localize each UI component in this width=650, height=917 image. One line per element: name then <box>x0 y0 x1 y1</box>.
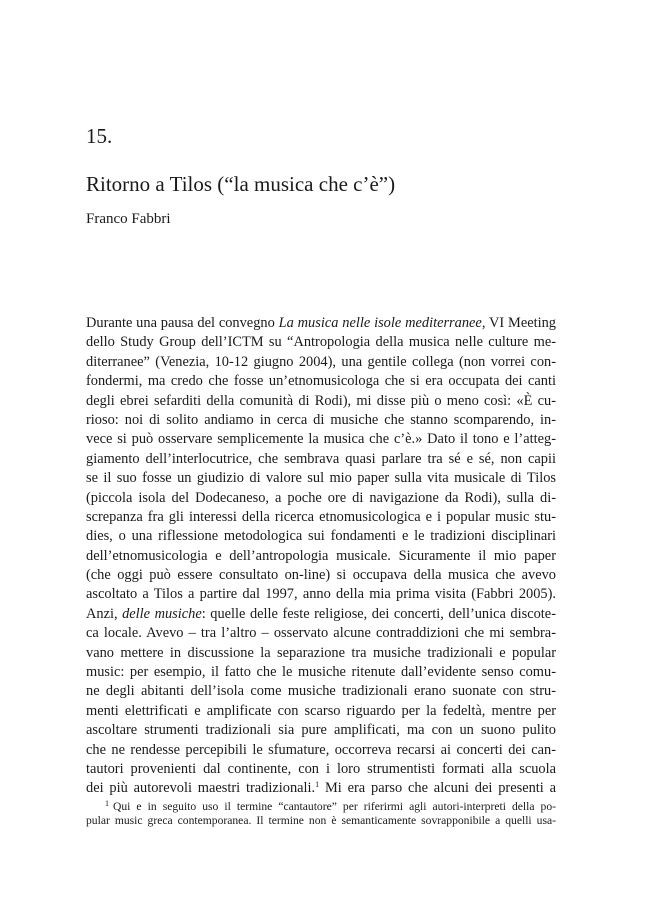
body-text-segment: giamento dell’interlocutrice, che sembrava quasi parlare tra sé e sé, non capii <box>86 450 556 467</box>
body-line <box>86 663 556 682</box>
body-text-segment: ca locale. Avevo – tra l’altro – osservato alcune contraddizioni che mi sembra- <box>86 625 556 642</box>
body-line <box>86 353 556 372</box>
body-text-segment: ne degli abitanti dell’isola come musiche tradizionali erano suonate con stru- <box>86 683 556 700</box>
body-line <box>86 624 556 643</box>
body-text-segment: dell’etnomusicologia e dell’antropologia musicale. Sicuramente il mio paper <box>86 547 556 564</box>
footnote-reference: 1 <box>315 780 320 790</box>
body-text-segment: screpanza fra gli interessi della ricerca etnomusicologica e i popular music stu- <box>86 508 556 525</box>
footnote-text: pular music greca contemporanea. Il termine non è semanticamente sovrapponibile a quelli usa- <box>86 813 556 827</box>
body-text-segment: Anzi, <box>86 605 123 622</box>
body-line <box>86 314 556 333</box>
body-text-segment: degli ebrei sefarditi della comunità di Rodi), mi disse più o meno così: «È cu- <box>86 392 556 409</box>
body-line <box>86 760 556 779</box>
body-text-segment: (che oggi può essere consultato on-line) si occupava della musica che avevo <box>86 567 556 584</box>
footnote-line <box>86 796 556 813</box>
body-text-segment: , VI Meeting <box>481 315 556 331</box>
body-text-segment: tautori provenienti dal continente, con i loro strumentisti formati alla scuola <box>86 760 556 777</box>
body-line <box>86 489 556 508</box>
body-line <box>86 508 556 527</box>
body-line <box>86 605 556 624</box>
footnote <box>86 796 556 829</box>
body-text-segment: se il suo fosse un giudizio di valore sul mio paper sulla vita musicale di Tilos <box>86 470 556 487</box>
body-line <box>86 411 556 430</box>
footnote-mark: 1 <box>105 799 109 808</box>
body-line <box>86 527 556 546</box>
italic-title: delle musiche <box>122 605 202 622</box>
chapter-title: Ritorno a Tilos (“la musica che c’è”) <box>86 172 396 196</box>
body-line <box>86 469 556 488</box>
body-text-segment: diterranee” (Venezia, 10-12 giugno 2004), una gentile collega (non vorrei con- <box>86 353 556 370</box>
body-text-segment: rioso: noi di solito andiamo in cerca di musiche che stanno scomparendo, in- <box>86 411 556 428</box>
body-line <box>86 547 556 566</box>
body-text-segment: ascoltare strumenti tradizionali sia pure amplificati, ma con un suono pulito <box>86 722 556 739</box>
body-line <box>86 372 556 391</box>
body-line <box>86 392 556 411</box>
body-text-segment: music: per esempio, il fatto che le musiche ritenute dall’evidente senso comu- <box>86 664 556 681</box>
body-text-segment: menti elettrificati e amplificate con scarso riguardo per la fedeltà, mentre per <box>86 702 556 719</box>
body-text-segment: fondermi, ma credo che fosse un’etnomusicologa che si era occupata dei canti <box>86 373 556 390</box>
body-text-segment: che ne rendesse percepibili le sfumature, occorreva recarsi ai concerti dei can- <box>86 741 556 758</box>
body-line <box>86 644 556 663</box>
body-text-segment: vano mettere in discussione la separazione tra musiche tradizionali e popular <box>86 644 556 661</box>
body-text-segment: Durante una pausa del convegno <box>86 315 279 331</box>
body-text-segment: : quelle delle feste religiose, dei concerti, dell’unica discote- <box>201 605 556 622</box>
body-paragraph <box>86 314 556 799</box>
body-text-segment: Mi era parso che alcuni dei presenti a <box>319 780 556 797</box>
italic-title: La musica nelle isole mediterranee <box>278 315 482 331</box>
body-text-segment: vece si può osservare semplicemente la musica che c’è.» Dato il tono e l’atteg- <box>86 431 556 448</box>
body-line <box>86 450 556 469</box>
body-text-segment: ascoltato a Tilos a partire dal 1997, anno della mia prima visita (Fabbri 2005). <box>86 586 556 603</box>
body-text-segment: dei più autorevoli maestri tradizionali. <box>86 780 316 797</box>
body-text-segment: dello Study Group dell’ICTM su “Antropologia della musica nelle culture me- <box>86 334 556 351</box>
footnote-line <box>86 813 556 830</box>
body-line <box>86 682 556 701</box>
chapter-number: 15. <box>86 124 113 148</box>
body-line <box>86 566 556 585</box>
body-line <box>86 741 556 760</box>
body-line <box>86 430 556 449</box>
body-text-segment: dies, o una riflessione metodologica sui fondamenti e le tradizioni disciplinari <box>86 528 556 545</box>
body-line <box>86 333 556 352</box>
footnote-text: Qui e in seguito uso il termine “cantautore” per riferirmi agli autori-interpreti della po- <box>113 800 556 813</box>
body-line <box>86 721 556 740</box>
body-line <box>86 702 556 721</box>
body-line <box>86 585 556 604</box>
body-text-segment: (piccola isola del Dodecaneso, a poche ore di navigazione da Rodi), sulla di- <box>86 489 556 506</box>
chapter-author: Franco Fabbri <box>86 211 171 227</box>
